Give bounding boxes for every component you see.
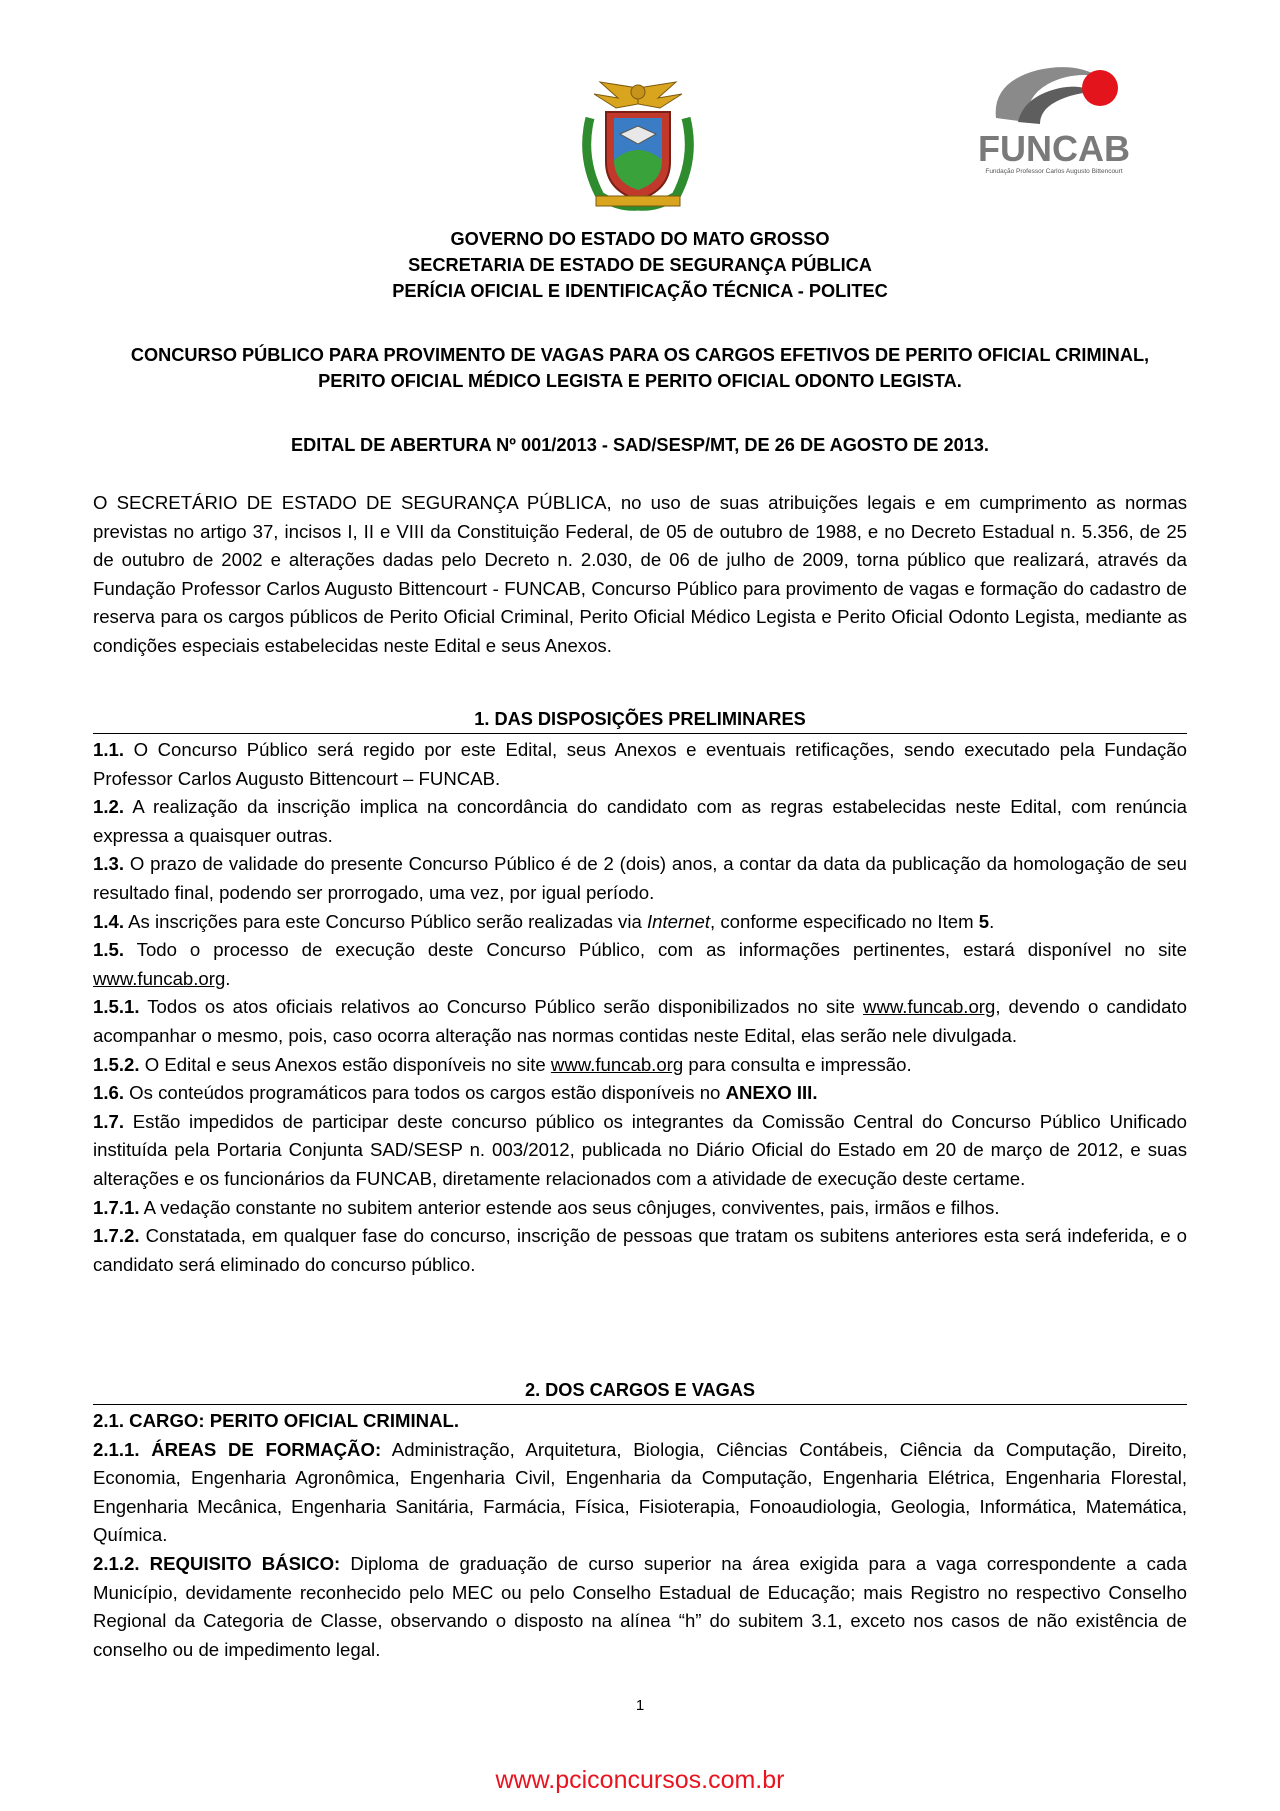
contest-title-line-1: CONCURSO PÚBLICO PARA PROVIMENTO DE VAGAS PARA OS CARGOS EFETIVOS DE PERITO OFICIAL CRIMINAL, [130, 345, 1150, 365]
item-1-6: 1.6. Os conteúdos programáticos para todos os cargos estão disponíveis no ANEXO III. [93, 1082, 818, 1104]
section-positions-and-vacancies [93, 1376, 1187, 1664]
item-1-3: 1.3. O prazo de validade do presente Concurso Público é de 2 (dois) anos, a contar da data da publicação da homologação de seu resultado final, podendo ser prorrogado, uma vez, por igual período. [93, 853, 1187, 903]
item-1-5-2: 1.5.2. O Edital e seus Anexos estão disponíveis no site www.funcab.org para consulta e impressão. [93, 1053, 912, 1075]
funcab-link[interactable]: www.funcab.org [863, 996, 996, 1018]
section-preliminary-provisions [93, 705, 1187, 1279]
mato-grosso-coat-of-arms [560, 78, 716, 214]
item-1-5-1: 1.5.1. Todos os atos oficiais relativos ao Concurso Público serão disponibilizados no site www.funcab.org, devendo o candidato acompanhar o mesmo, pois, caso ocorra alteração nas normas contidas neste Edital, elas serão nele divulgada. [93, 996, 1187, 1046]
item-1-4: 1.4. As inscrições para este Concurso Público serão realizadas via Internet, conforme especificado no Item 5. [93, 910, 995, 932]
section-1-title: 1. DAS DISPOSIÇÕES PRELIMINARES [93, 705, 1187, 734]
item-1-7-2: 1.7.2. Constatada, em qualquer fase do concurso, inscrição de pessoas que tratam os subitens anteriores esta será indeferida, e o candidato será eliminado do concurso público. [93, 1225, 1187, 1275]
header-line-3: PERÍCIA OFICIAL E IDENTIFICAÇÃO TÉCNICA - POLITEC [392, 281, 888, 301]
funcab-link[interactable]: www.funcab.org [550, 1053, 684, 1075]
edital-title: EDITAL DE ABERTURA Nº 001/2013 - SAD/SESP/MT, DE 26 DE AGOSTO DE 2013. [291, 435, 989, 455]
funcab-subtitle: Fundação Professor Carlos Augusto Bittencourt [985, 168, 1123, 175]
funcab-link[interactable]: www.funcab.org [93, 967, 226, 989]
section-2-title: 2. DOS CARGOS E VAGAS [93, 1376, 1187, 1405]
item-1-5: 1.5. Todo o processo de execução deste Concurso Público, com as informações pertinentes, estará disponível no site www.funcab.org. [93, 939, 1187, 989]
contest-title-line-2: PERITO OFICIAL MÉDICO LEGISTA E PERITO OFICIAL ODONTO LEGISTA. [318, 371, 962, 391]
item-1-7-1: 1.7.1. A vedação constante no subitem anterior estende aos seus cônjuges, conviventes, pais, irmãos e filhos. [93, 1196, 1000, 1218]
contest-title [90, 342, 1190, 394]
item-2-1-2: 2.1.2. REQUISITO BÁSICO: Diploma de graduação de curso superior na área exigida para a vaga correspondente a cada Município, devidamente reconhecido pelo MEC ou pelo Conselho Estadual de Educação; mais Registro no respectivo Conselho Regional da Categoria de Classe, observando o disposto na alínea “h” do subitem 3.1, exceto nos casos de não existência de conselho ou de impedimento legal. [93, 1552, 1187, 1660]
item-1-2: 1.2. A realização da inscrição implica na concordância do candidato com as regras estabelecidas neste Edital, com renúncia expressa a quaisquer outras. [93, 796, 1187, 846]
document-header [90, 226, 1190, 304]
footer-url[interactable]: www.pciconcursos.com.br [495, 1766, 785, 1794]
item-2-1-1: 2.1.1. ÁREAS DE FORMAÇÃO: Administração, Arquitetura, Biologia, Ciências Contábeis, Ciência da Computação, Direito, Economia, Engenharia Agronômica, Engenharia Civil, Engenharia da Computação, Engenharia Elétrica, Engenharia Florestal, Engenharia Mecânica, Engenharia Sanitária, Farmácia, Física, Fisioterapia, Fonoaudiologia, Geologia, Informática, Matemática, Química. [93, 1438, 1187, 1546]
item-2-1: 2.1. CARGO: PERITO OFICIAL CRIMINAL. [93, 1410, 460, 1431]
funcab-logo [978, 62, 1134, 180]
funcab-wordmark: FUNCAB [978, 128, 1130, 169]
page-number: 1 [635, 1697, 645, 1714]
intro-paragraph: O SECRETÁRIO DE ESTADO DE SEGURANÇA PÚBLICA, no uso de suas atribuições legais e em cumprimento as normas previstas no artigo 37, incisos I, II e VIII da Constituição Federal, de 05 de outubro de 1988, e no Decreto Estadual n. 5.356, de 25 de outubro de 2002 e alterações dadas pelo Decreto n. 2.030, de 06 de julho de 2009, torna público que realizará, através da Fundação Professor Carlos Augusto Bittencourt - FUNCAB, Concurso Público para provimento de vagas e formação do cadastro de reserva para os cargos públicos de Perito Oficial Criminal, Perito Oficial Médico Legista e Perito Oficial Odonto Legista, mediante as condições especiais estabelecidas neste Edital e seus Anexos. [93, 492, 1187, 656]
item-1-1: 1.1. O Concurso Público será regido por este Edital, seus Anexos e eventuais retificações, sendo executado pela Fundação Professor Carlos Augusto Bittencourt – FUNCAB. [93, 739, 1187, 789]
header-line-2: SECRETARIA DE ESTADO DE SEGURANÇA PÚBLICA [408, 255, 872, 275]
header-line-1: GOVERNO DO ESTADO DO MATO GROSSO [450, 229, 830, 249]
item-1-7: 1.7. Estão impedidos de participar deste concurso público os integrantes da Comissão Central do Concurso Público Unificado instituída pela Portaria Conjunta SAD/SESP n. 003/2012, publicada no Diário Oficial do Estado em 20 de março de 2012, e suas alterações e os funcionários da FUNCAB, diretamente relacionados com a atividade de execução deste certame. [93, 1110, 1187, 1189]
